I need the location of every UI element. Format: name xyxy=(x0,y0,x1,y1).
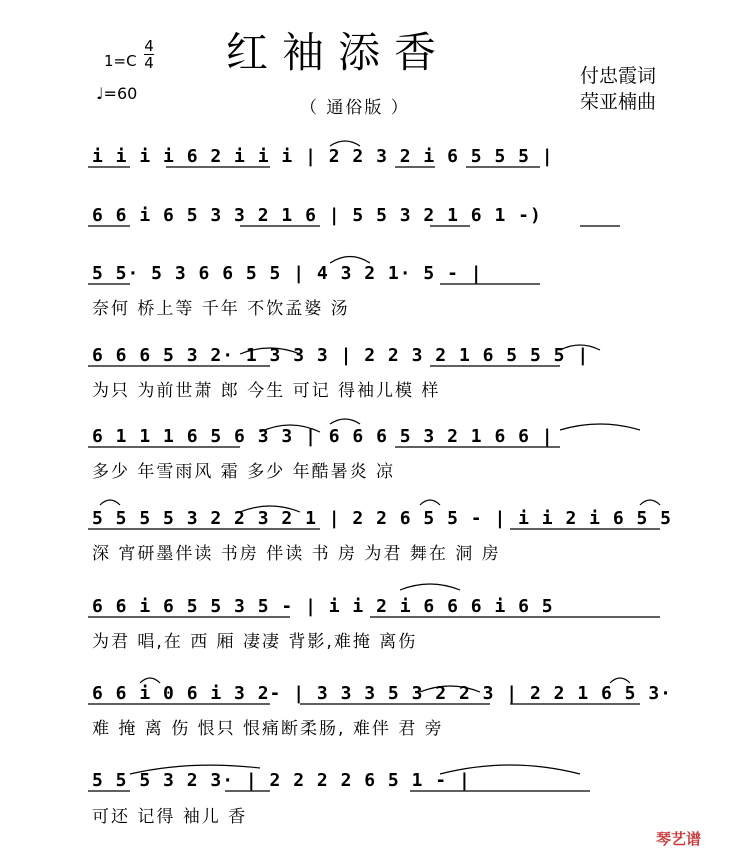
notation-row-5: 6 1 1 1 6 5 6 3 3 | 6 6 6 5 3 2 1 6 6 | xyxy=(92,426,554,447)
notation-row-6: 5 5 5 5 3 2 2 3 2 1 | 2 2 6 5 5 - | i i 2 i 6 5 5 xyxy=(92,508,673,529)
notation-row-9: 5 5 5 3 2 3· | 2 2 2 2 6 5 1 - | xyxy=(92,770,471,791)
notation-row-2: 6 6 i 6 5 3 3 2 1 6 | 5 5 3 2 1 6 1 -) xyxy=(92,205,542,226)
lyricist: 付忠霞词 xyxy=(580,65,657,87)
key-signature: 1=C xyxy=(104,52,137,70)
time-signature-bottom: 4 xyxy=(144,54,154,72)
time-signature-top: 4 xyxy=(144,37,154,55)
watermark-logo: 琴艺谱 xyxy=(656,830,702,848)
lyrics-row-8: 难 掩 离 伤 恨只 恨痛断柔肠, 难伴 君 旁 xyxy=(92,719,444,739)
lyrics-row-3: 奈何 桥上等 千年 不饮孟婆 汤 xyxy=(92,299,350,319)
lyrics-row-4: 为只 为前世萧 郎 今生 可记 得袖儿模 样 xyxy=(92,381,441,401)
notation-row-1: i i i i 6 2 i i i | 2 2 3 2 i 6 5 5 5 | xyxy=(92,146,554,167)
lyrics-row-5: 多少 年雪雨风 霜 多少 年酷暑炎 凉 xyxy=(92,462,396,482)
subtitle: （ 通俗版 ） xyxy=(300,98,410,118)
tempo-marking: ♩=60 xyxy=(96,84,138,103)
lyrics-row-9: 可还 记得 袖儿 香 xyxy=(92,807,248,827)
notation-row-3: 5 5· 5 3 6 6 5 5 | 4 3 2 1· 5 - | xyxy=(92,263,483,284)
page-title: 红袖添香 xyxy=(226,28,451,77)
lyrics-row-6: 深 宵研墨伴读 书房 伴读 书 房 为君 舞在 洞 房 xyxy=(92,544,501,564)
notation-row-7: 6 6 i 6 5 5 3 5 - | i i 2 i 6 6 6 i 6 5 xyxy=(92,596,554,617)
lyrics-row-7: 为君 唱,在 西 厢 凄凄 背影,难掩 离伤 xyxy=(92,632,418,652)
composer: 荣亚楠曲 xyxy=(580,91,657,113)
notation-row-8: 6 6 i 0 6 i 3 2- | 3 3 3 5 3 2 2 3 | 2 2 1 6 5 3· xyxy=(92,683,673,704)
notation-row-4: 6 6 6 5 3 2· 1 3 3 3 | 2 2 3 2 1 6 5 5 5 | xyxy=(92,345,590,366)
